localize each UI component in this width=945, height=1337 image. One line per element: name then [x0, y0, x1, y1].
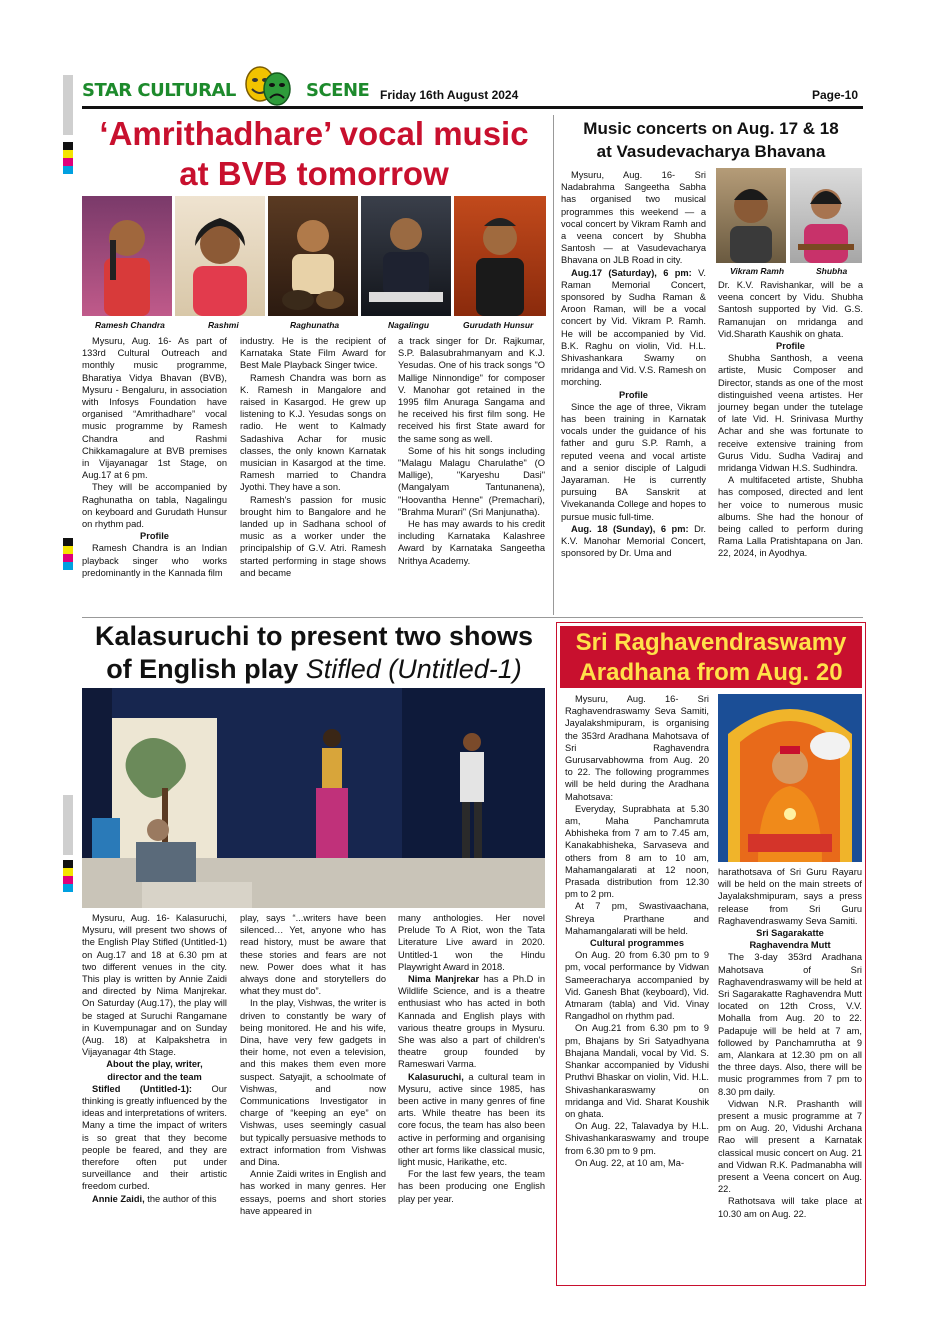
photo-raghunatha [268, 196, 358, 316]
article2-col2 [718, 279, 863, 560]
article4-para: On Aug. 20 from 6.30 pm to 9 pm, vocal performance by Vidwan Sameeracharya accompanied by Vid. Ganesh Bhat (keyboard), Vid. Atmaram (tabla) and Vid. Vinay Rangadhol on rhythm pad. [565, 950, 709, 1022]
article2-headline-line2: at Vasudevacharya Bhavana [596, 142, 826, 161]
article4-headline-line1: Sri Raghavendraswamy [575, 629, 847, 656]
article1-para: Some of his hit songs including "Malagu Malagu Charulathe" (O Mallige), "Karyeshu Dasi" (Mangalyam Tantunanena), "Hoovantha Henne" (Premachari), "Brahma Murari" (Sri Manjunatha). [398, 445, 545, 517]
article4-para: On Aug. 22, at 10 am, Ma- [575, 1157, 685, 1168]
article1-headline-line1: ‘Amrithadhare’ vocal music [99, 115, 529, 152]
article3-lead: Kalasuruchi, [408, 1071, 464, 1082]
article1-headline [80, 114, 548, 194]
article3-col2 [240, 912, 386, 1217]
article2-para: Mysuru, Aug. 16- Sri Nadabrahma Sangeetha Sabha has organised two musical programmes this weekend — a vocal concert by Vikram Ramh and a veena concert by Shubha Santosh — at Vasudevacharya Bhavana on JLB Road in city. [561, 170, 706, 266]
article2-para: Dr. K.V. Manohar Memorial Concert, sponsored by Dr. Uma and [561, 523, 706, 559]
caption-shubha: Shubha [816, 266, 848, 276]
article3-para: the author of this [144, 1193, 217, 1204]
section-divider [82, 617, 863, 618]
article3-col1 [82, 912, 227, 1205]
article2-para: V. Raman Memorial Concert, sponsored by Sudha Raman & Aroon Raman, will be a vocal concert by Vid. Vikram P. Ramh. He will be accompanied by Vid. B.K. Raghu on violin, Vid. H.L. Shivashankara Swamy on mridanga and Vid. V.S. Ramesh on morching. [561, 267, 707, 388]
article4-headline-line2: Aradhana from Aug. 20 [579, 659, 843, 686]
registration-strip-low [63, 860, 73, 892]
article3-headline-line1: Kalasuruchi to present two shows [94, 621, 534, 651]
photo-rashmi [175, 196, 265, 316]
article2-para: A multifaceted artiste, Shubha has composed, directed and lent her voice to numerous music albums. She had the honour of being called to perform during Rama Lalla Pratishtapana on Jan. 22, 2024, in Ayodhya. [718, 475, 863, 559]
article1-para: Mysuru, Aug. 16- As part of 133rd Cultural Outreach and monthly music programme, Bharatiya Vidya Bhavan (BVB), Mysuru - Bengaluru, in association with Infosys Foundation have organised “Amrithadhare” vocal music programme by Ramesh Chandra and Rashmi Chikkamagalure at BVB premises in Vijayanagar 1st Stage, on Aug.17 at 6 pm. [82, 336, 227, 481]
article1-para: He has may awards to his credit including Karnataka Kalashree Award by Karnataka Sangeetha Nrithya Academy. [398, 519, 545, 566]
article3-para: Mysuru, Aug. 16- Kalasuruchi, Mysuru, will present two shows of the English Play Stifled (Untitled-1) on Aug.17 and 18 at 6.30 pm at two different venues in the city. This play is written by Annie Zaidi and directed by Nima Manjrekar. On Saturday (Aug.17), the play will be staged at Suruchi Rangamane in Kuvempunagar and on Sunday (Aug. 18) at Kalpakshetra in Vijayanagar 4th Stage. [82, 913, 227, 1058]
article2-lead: Aug. 18 (Sunday), 6 pm: [571, 523, 689, 534]
theatre-masks-logo [240, 62, 296, 110]
gray-margin-bar [63, 75, 73, 135]
article3-para: play, says “...writers have been silenced… Yet, anyone who has read history, must be aware that these stories and fears are not new. Power does what it has always done and storytellers do what they must do”. [240, 913, 386, 997]
article4-para: At 7 pm, Swastivaachana, Shreya Prarthane and Mahamangalarati will be held. [565, 901, 709, 936]
photo-ramesh-chandra [82, 196, 172, 316]
article3-headline [80, 620, 548, 686]
article1-para: They will be accompanied by Raghunatha on tabla, Nagalingu on keyboard and Gurudath Hunsur on rhythm pad. [82, 482, 227, 530]
caption-nagalingu: Nagalingu [388, 320, 430, 330]
article3-lead: Nima Manjrekar [408, 974, 480, 985]
article2-subhead: Profile [619, 389, 648, 400]
caption-rashmi: Rashmi [208, 320, 239, 330]
masthead-rule [82, 106, 863, 109]
article3-col3 [398, 912, 545, 1205]
article3-headline-play-title: Stifled (Untitled-1) [305, 654, 522, 684]
article2-para: Since the age of three, Vikram has been training in Karnatak vocals under the guidance of his father and guru S.P. Ramh, a reputed veena and vocal artiste and a senior disciple of Lalgudi Jayaraman. He is currently pursuing BA Sanskrit at Vivekananda College and hopes to pursue music full-time. [561, 401, 706, 522]
article1-headline-line2: at BVB tomorrow [179, 155, 449, 192]
registration-strip-mid [63, 538, 73, 570]
article3-para: Our thinking is greatly influenced by the ideas and interpretations of writers. Many a time the impact of writers is so great that they become people be feared, and they are therefore often put under surveillance and their artistic freedom curbed. [82, 1083, 227, 1192]
article3-para: In the play, Vishwas, the writer is driven to constantly be wary of being monitored. He and his wife, Dina, have very few gadgets in their home, not even a television, and this makes them even more suspect. Satyajit, a schoolmate of Vishwas, and now Communications Investigator in charge of “keeping an eye” on Vishwas, uses seemingly casual but typically persuasive methods to extract information from Vishwas and Dina. [240, 998, 386, 1168]
caption-ramesh-chandra: Ramesh Chandra [95, 320, 165, 330]
article4-para: Everyday, Suprabhata at 5.30 am, Maha Panchamruta Abhisheka from 7 am to 7.45 am, Kanakabhisheka, Sarvaseva and others from 8 am to 10 am, Mahamangalarati at 12 noon, Prasada distribution from 12.30 pm to 2 pm. [565, 803, 709, 900]
article3-para: a cultural team in Mysuru, active since 1985, has been active in many genres of fine arts. While theatre has been its core focus, the team has also been active in performing and organising other art forms like classical music, light music, Harikathe, etc. [398, 1071, 545, 1168]
masthead-title-left: STAR CULTURAL [82, 80, 236, 101]
article2-headline [556, 117, 866, 163]
article4-para: On Aug. 22, Talavadya by H.L. Shivashankaraswamy and troupe from 6.30 pm to 9 pm. [565, 1121, 709, 1156]
article4-headline [560, 628, 862, 688]
photo-shubha [790, 168, 862, 263]
registration-strip-top [63, 142, 73, 174]
article1-para: a track singer for Dr. Rajkumar, S.P. Balasubrahmanyam and K.J. Yesudas. One of his track songs "O Mallige Ninnondige" for composer V. Manohar got retained in the 1995 film Anuraga Sangama and he received his first film song. He received his first State award for the same song as well. [398, 336, 545, 444]
article4-subhead: Cultural programmes [589, 938, 685, 949]
article3-para: For the last few years, the team has been producing one English play per year. [398, 1169, 545, 1204]
photo-vikram-ramh [716, 168, 786, 263]
article3-lead: Stifled (Untitled-1): [92, 1083, 193, 1094]
caption-raghunatha: Raghunatha [290, 320, 340, 330]
article2-para: Dr. K.V. Ravishankar, will be a veena concert by Vidu. Shubha Santosh supported by Vid. G.S. Ramanujan on mridanga and Vid.Sharath Kaushik on ghata. [718, 280, 863, 339]
gray-margin-bar-2 [63, 795, 73, 855]
article4-para: Vidwan N.R. Prashanth will present a music programme at 7 pm on Aug. 20, Vidushi Archana Rao will present a Karnatak classical music concert on Aug. 21 and Vidwan R.K. Padmanabha will present a Veena concert on Aug. 22. [718, 1098, 862, 1195]
article1-para: industry. He is the recipient of Karnataka State Film Award for Best Male Playback Singer twice. [240, 336, 386, 371]
article4-col2 [718, 866, 862, 1220]
column-divider [553, 115, 554, 615]
article4-subhead: Raghavendra Mutt [749, 940, 831, 951]
article2-lead: Aug.17 (Saturday), 6 pm: [571, 267, 692, 278]
article2-subhead: Profile [776, 341, 805, 352]
article3-para: Annie Zaidi writes in English and has worked in many genres. Her essays, poems and short stories have appeared in [240, 1169, 386, 1216]
article4-col1 [565, 693, 709, 1169]
article4-para: harathotsava of Sri Guru Rayaru will be held on the main streets of Jayalakshmipuram, says a press release from Sri Guru Raghavendraswamy Seva Samiti. [718, 867, 862, 926]
article3-para: has a Ph.D in Wildlife Science, and is a theatre enthusiast who has acted in both Kannada and English plays with various theatre groups in Mysuru. She was also a part of children's theatre group founded by Rameswari Varma. [398, 974, 545, 1070]
photo-nagalingu [361, 196, 451, 316]
article4-para: The 3-day 353rd Aradhana Mahotsava of Sri Raghavendraswamy will be held at Sri Sagarakatte Raghavendra Mutt located on 12th Cross, V.V. Mohalla from Aug. 20 to 22. Padapuje will be held at 7 am, followed by Panchamrutha at 9 am, Alankara at 12.30 pm on all the three days. Also, there will be music programmes from 7 pm to 8.30 pm daily. [718, 952, 862, 1097]
article4-para: Rathotsava will take place at 10.30 am on Aug. 22. [718, 1196, 862, 1219]
article1-subhead: Profile [140, 531, 169, 542]
masthead-title-right: SCENE [306, 80, 370, 101]
caption-vikram-ramh: Vikram Ramh [730, 266, 785, 276]
article1-col3 [398, 335, 545, 567]
article3-para: many anthologies. Her novel Prelude To A Riot, won the Tata Literature Live award in 2020. Untitled-1 won the Hindu Playwright Award in 2018. [398, 913, 545, 972]
article4-para: Mysuru, Aug. 16- Sri Raghavendraswamy Seva Samiti, Jayalakshmipuram, is organising the 353rd Aradhana Mahotsava of Sri Raghavendra Gurusarvabhowma from Aug. 20 to 22. The following programmes will be held during the Aradhana Mahotsava: [565, 694, 709, 802]
article1-para: Ramesh Chandra was born as K. Ramesh in Mangalore and raised in Kasargod. He grew up listening to K.J. Yesudas songs on radio. He went to Kalmady Sadashiva Achar for music classes, the only known Karnatak musician in Kasargod at the time. Ramesh married to Chandra Jyothi. They have a son. [240, 372, 386, 493]
article4-para: On Aug.21 from 6.30 pm to 9 pm, Bhajans by Sri Satyadhyana Bhajana Mandali, vocal by Vid. S. Shankar accompanied by Vidushi Pruthvi Bhaskar on violin, Vid. H.L. Shivashankaraswamy on mridanga and Vid. Sharat Koushik on ghata. [565, 1023, 709, 1119]
issue-date: Friday 16th August 2024 [380, 88, 519, 102]
article4-subhead: Sri Sagarakatte [756, 928, 824, 939]
caption-gurudath-hunsur: Gurudath Hunsur [463, 320, 534, 330]
article1-para: Ramesh Chandra is an Indian playback singer who works predominantly in the Kannada film [82, 543, 227, 578]
article3-subhead: director and the team [107, 1071, 202, 1082]
article2-headline-line1: Music concerts on Aug. 17 & 18 [583, 119, 839, 138]
photo-raghavendraswamy [718, 694, 862, 862]
page-number: Page-10 [812, 88, 859, 102]
article1-col2 [240, 335, 386, 579]
photo-stifled-rehearsal [82, 688, 545, 908]
article2-col1 [561, 169, 706, 560]
article2-para: Shubha Santhosh, a veena artiste, Music Composer and Director, stands as one of the most distinguished veena artistes. Her journey began under the tutelage of late Vid. H. Srinivasa Murthy Achar and she was fortunate to receive extensive training from Gurus Vidu. Sudha Vadiraj and mridanga Vidwan H.S. Sudhindra. [718, 353, 863, 474]
article1-col1 [82, 335, 227, 579]
photo-gurudath-hunsur [454, 196, 546, 316]
article1-para: Ramesh's passion for music brought him to Bangalore and he landed up in Sadhana school of music as a worker under the principalship of G.V. Atri. Ramesh started performing in stage shows and became [240, 494, 386, 578]
article3-lead: Annie Zaidi, [92, 1193, 145, 1204]
article3-headline-line2: of English play [106, 654, 306, 684]
article3-subhead: About the play, writer, [106, 1059, 203, 1070]
